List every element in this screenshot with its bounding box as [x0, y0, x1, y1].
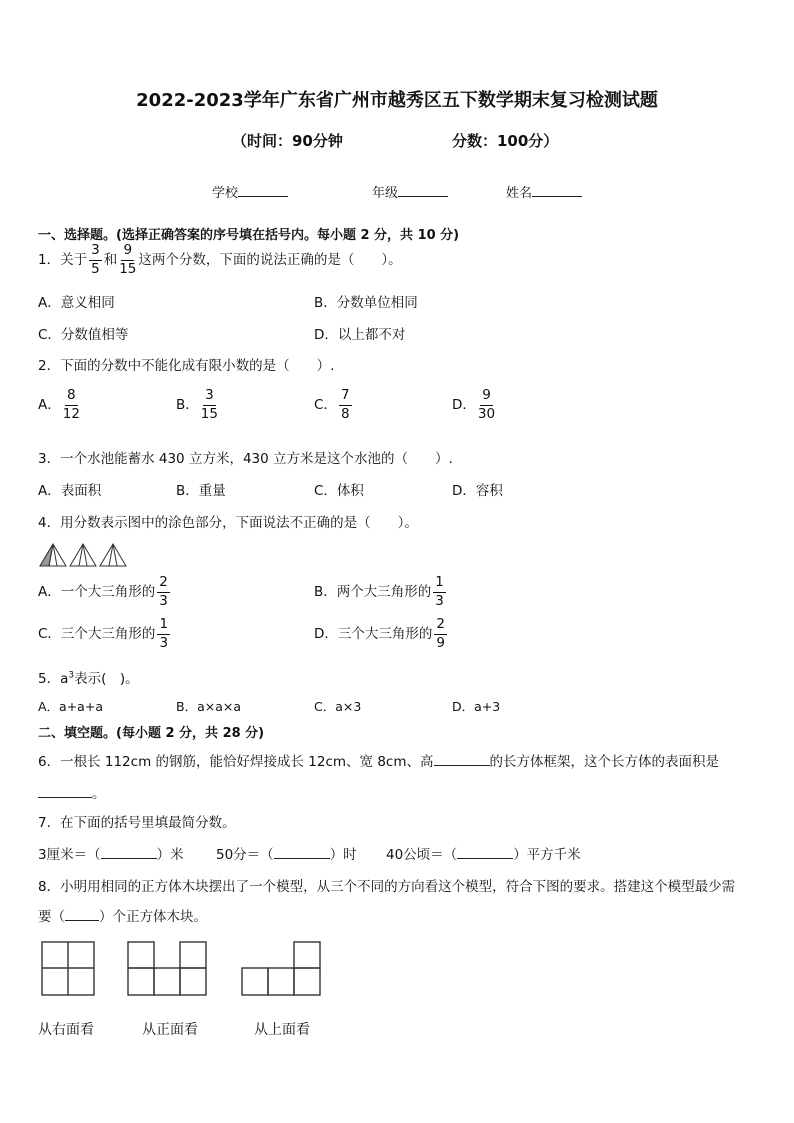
question-5-option-d[interactable]: D．a+3	[452, 699, 501, 714]
question-2-option-a[interactable]: A． $\frac{8}{12}$	[38, 387, 80, 422]
front-view-figure	[127, 941, 209, 997]
triangle-2	[70, 544, 96, 566]
question-5-stem: 5．$a^3$表示( )。	[38, 670, 139, 687]
question-2-option-b[interactable]: B． $\frac{3}{15}$	[176, 387, 218, 422]
question-4-stem: 4．用分数表示图中的涂色部分，下面说法不正确的是（ ）。	[38, 515, 418, 531]
triangle-1	[40, 544, 66, 566]
school-label: 学校	[212, 186, 239, 201]
grade-blank[interactable]	[398, 184, 448, 197]
section-heading-choice: 一、选择题。(选择正确答案的序号填在括号内。每小题 2 分，共 10 分)	[38, 228, 460, 243]
question-4-option-b[interactable]: B．两个大三角形的 $\frac{1}{3}$	[314, 574, 444, 609]
name-field	[506, 182, 582, 201]
grade-field	[372, 182, 448, 201]
page-title: 2022-2023学年广东省广州市越秀区五下数学期末复习检测试题	[136, 90, 658, 111]
school-field	[212, 182, 288, 201]
question-6-blank-area[interactable]	[38, 785, 92, 798]
exam-time: （时间：90分钟	[232, 132, 343, 150]
question-4-option-c[interactable]: C．三个大三角形的 $\frac{1}{3}$	[38, 616, 169, 651]
right-view-caption: 从右面看	[38, 1022, 94, 1038]
question-2-stem: 2．下面的分数中不能化成有限小数的是（ ）.	[38, 358, 335, 374]
question-6-line-2: 。	[38, 782, 106, 802]
question-8-line-1: 8．小明用相同的正方体木块摆出了一个模型，从三个不同的方向看这个模型，符合下图的要求。搭建这个模型最少需	[38, 879, 736, 895]
triangles-figure	[38, 542, 130, 568]
question-6-line-1: 6．一根长 112cm 的钢筋，能恰好焊接成长 12cm、宽 8cm、高 的长方体框架，这个长方体的表面积是	[38, 754, 720, 770]
question-1-stem: 1．关于 $\frac{3}{5}$ 和 $\frac{9}{15}$ 这两个分数，下面的说法正确的是（ ）。	[38, 242, 402, 277]
question-2-option-c[interactable]: C． $\frac{7}{8}$	[314, 387, 350, 422]
question-4-option-d[interactable]: D．三个大三角形的 $\frac{2}{9}$	[314, 616, 445, 651]
top-view-figure	[241, 941, 323, 997]
question-5-option-b[interactable]: B．a×a×a	[176, 699, 242, 714]
question-1-option-b[interactable]: B．分数单位相同	[314, 295, 418, 311]
question-7-part-2: 50分＝（ ）时	[216, 847, 357, 863]
question-7-blank-1[interactable]	[101, 846, 157, 859]
question-6-blank-height[interactable]	[434, 753, 490, 766]
section-heading-fill: 二、填空题。(每小题 2 分，共 28 分)	[38, 726, 265, 741]
triangle-3	[100, 544, 126, 566]
question-8-blank[interactable]	[65, 908, 99, 921]
grade-label: 年级	[372, 186, 399, 201]
name-label: 姓名	[506, 186, 533, 201]
name-blank[interactable]	[532, 184, 582, 197]
question-7-blank-2[interactable]	[274, 846, 330, 859]
question-2-option-d[interactable]: D． $\frac{9}{30}$	[452, 387, 496, 422]
question-5-option-a[interactable]: A．a+a+a	[38, 699, 103, 714]
question-5-option-c[interactable]: C．a×3	[314, 699, 362, 714]
top-view-caption: 从上面看	[254, 1022, 310, 1038]
question-3-stem: 3．一个水池能蓄水 430 立方米，430 立方米是这个水池的（ ）.	[38, 451, 453, 467]
question-1-option-a[interactable]: A．意义相同	[38, 295, 115, 311]
school-blank[interactable]	[238, 184, 288, 197]
question-4-option-a[interactable]: A．一个大三角形的 $\frac{2}{3}$	[38, 574, 168, 609]
question-8-line-2: 要（ ）个正方体木块。	[38, 909, 207, 925]
question-3-option-d[interactable]: D．容积	[452, 483, 503, 499]
question-1-option-d[interactable]: D．以上都不对	[314, 327, 406, 343]
question-3-option-b[interactable]: B．重量	[176, 483, 226, 499]
exam-score: 分数：100分）	[452, 132, 559, 150]
question-7-stem: 7．在下面的括号里填最简分数。	[38, 815, 236, 831]
front-view-caption: 从正面看	[142, 1022, 198, 1038]
question-7-part-3: 40公顷＝（ ）平方千米	[386, 847, 581, 863]
question-1-option-c[interactable]: C．分数值相等	[38, 327, 129, 343]
question-3-option-c[interactable]: C．体积	[314, 483, 364, 499]
right-view-figure	[41, 941, 97, 997]
question-7-blank-3[interactable]	[457, 846, 513, 859]
question-7-part-1: 3厘米＝（ ）米	[38, 847, 184, 863]
question-3-option-a[interactable]: A．表面积	[38, 483, 102, 499]
